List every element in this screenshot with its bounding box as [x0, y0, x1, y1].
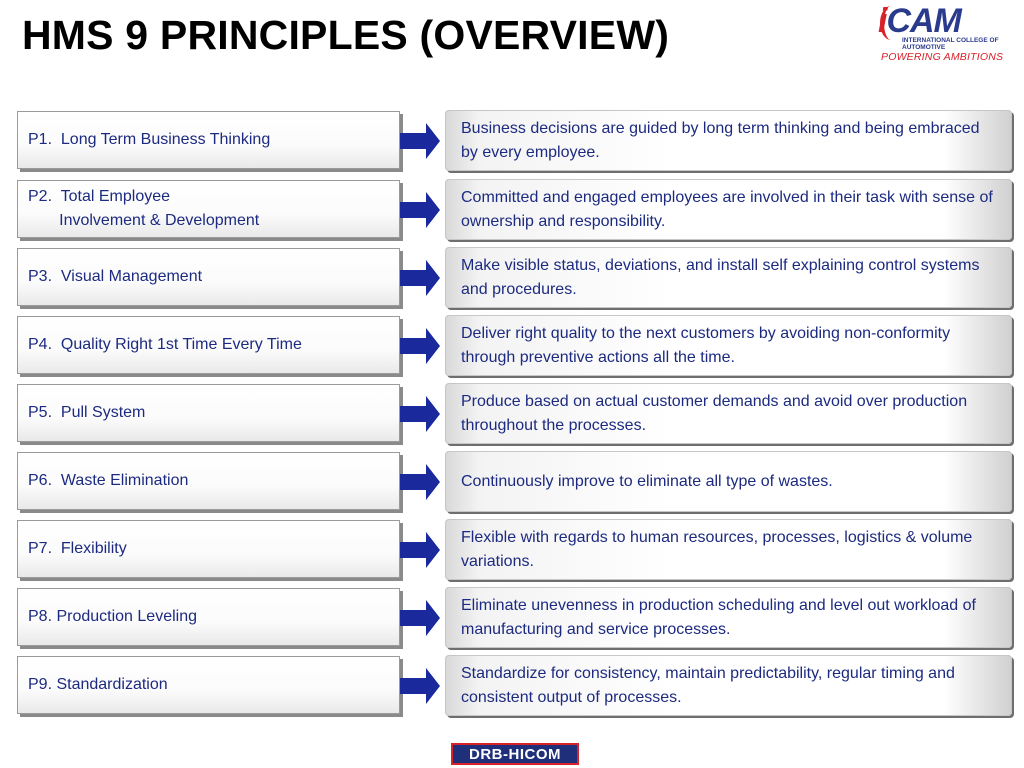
principle-label-box — [17, 384, 400, 442]
slide-title: HMS 9 PRINCIPLES (OVERVIEW) — [22, 12, 670, 58]
principle-label-box — [17, 180, 400, 238]
logo-tagline: POWERING AMBITIONS — [881, 51, 1004, 63]
arrow-right-icon — [400, 396, 440, 432]
arrow-right-icon — [400, 260, 440, 296]
principle-description: Committed and engaged employees are involved in their task with sense of ownership and responsibility. — [461, 188, 993, 230]
principle-label: P5. Pull System — [28, 404, 146, 421]
principle-label: P1. Long Term Business Thinking — [28, 131, 271, 148]
principle-description: Standardize for consistency, maintain predictability, regular timing and consistent output of processes. — [461, 664, 955, 706]
principle-row — [0, 109, 1024, 173]
arrow-right-icon — [400, 600, 440, 636]
principle-description-box — [445, 587, 1012, 648]
principle-label-box — [17, 248, 400, 306]
principle-description: Deliver right quality to the next customers by avoiding non-conformity through preventive actions all the time. — [461, 324, 951, 366]
principle-row — [0, 450, 1024, 514]
principle-row — [0, 246, 1024, 310]
principle-description: Flexible with regards to human resources, processes, logistics & volume variations. — [461, 528, 973, 570]
principle-row — [0, 586, 1024, 650]
arrow-right-icon — [400, 123, 440, 159]
principle-label: P3. Visual Management — [28, 268, 203, 285]
principle-label-box — [17, 111, 400, 169]
arrow-right-icon — [400, 192, 440, 228]
arrow-right-icon — [400, 668, 440, 704]
principle-description-box — [445, 179, 1012, 240]
principle-row — [0, 654, 1024, 718]
principle-label: P2. Total Employee Involvement & Development — [28, 188, 260, 229]
principle-row — [0, 518, 1024, 582]
principle-label-box — [17, 588, 400, 646]
arrow-right-icon — [400, 464, 440, 500]
principle-description-box — [445, 315, 1012, 376]
principle-label-box — [17, 520, 400, 578]
principle-label: P8. Production Leveling — [28, 608, 197, 625]
principle-label-box — [17, 316, 400, 374]
drb-hicom-logo: DRB-HICOM — [451, 743, 579, 765]
principle-description-box — [445, 247, 1012, 308]
arrow-right-icon — [400, 328, 440, 364]
principle-description: Business decisions are guided by long term thinking and being embraced by every employee. — [461, 119, 980, 161]
arrow-right-icon — [400, 532, 440, 568]
principle-description: Continuously improve to eliminate all type of wastes. — [461, 472, 833, 490]
principle-description: Eliminate unevenness in production scheduling and level out workload of manufacturing and service processes. — [461, 596, 976, 638]
principle-label-box — [17, 452, 400, 510]
logo-subtitle: INTERNATIONAL COLLEGE OF AUTOMOTIVE — [902, 37, 999, 51]
principle-label: P6. Waste Elimination — [28, 472, 189, 489]
principle-label: P7. Flexibility — [28, 540, 127, 557]
principle-row — [0, 178, 1024, 242]
principle-description: Produce based on actual customer demands and avoid over production throughout the processes. — [461, 392, 968, 434]
principle-description-box — [445, 451, 1012, 512]
principle-label: P9. Standardization — [28, 676, 168, 693]
principle-row — [0, 314, 1024, 378]
principle-description-box — [445, 383, 1012, 444]
principle-description-box — [445, 519, 1012, 580]
principle-description: Make visible status, deviations, and install self explaining control systems and procedures. — [461, 256, 980, 298]
principle-label-box — [17, 656, 400, 714]
principle-description-box — [445, 655, 1012, 716]
logo-wordmark: iCAM — [878, 2, 961, 40]
principle-row — [0, 382, 1024, 446]
principle-label: P4. Quality Right 1st Time Every Time — [28, 336, 302, 353]
icam-logo — [878, 4, 1014, 62]
principle-description-box — [445, 110, 1012, 171]
